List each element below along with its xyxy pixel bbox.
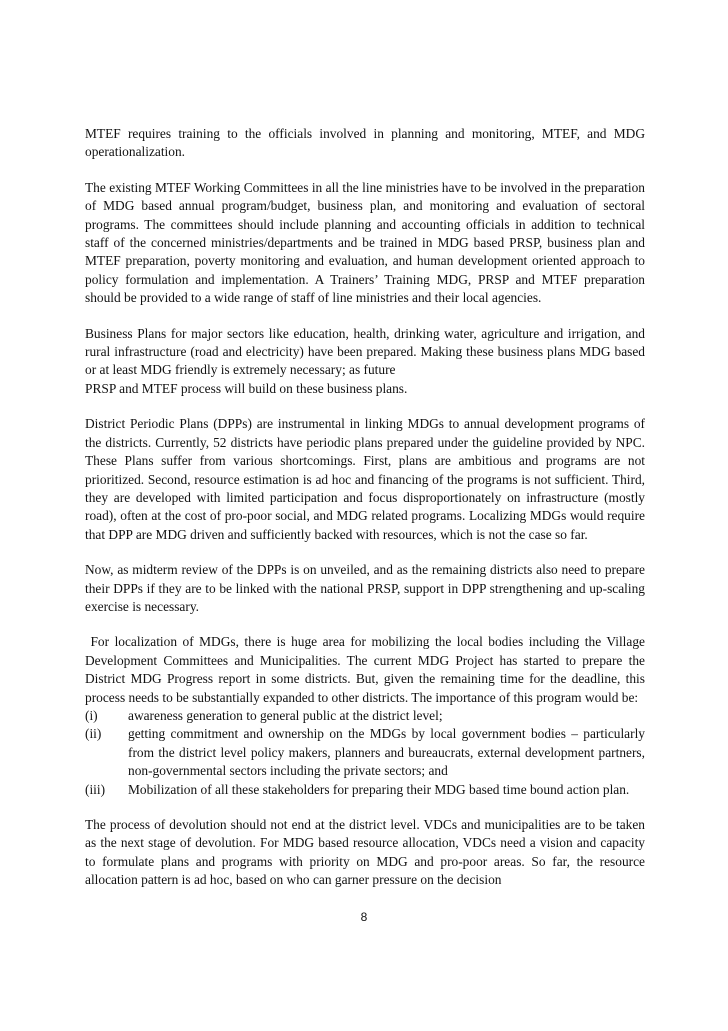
paragraph-devolution: The process of devolution should not end at the district level. VDCs and municipalities are to be taken as the next stage of devolution. For MDG based resource allocation, VDCs need a vision and capacity to formulate plans and programs with priority on MDG and pro-poor areas. So far, the resource allocation pattern is ad hoc, based on who can garner pressure on the decision	[85, 817, 645, 888]
business-plans-line-2: PRSP and MTEF process will build on these business plans.	[85, 380, 408, 396]
list-item	[85, 725, 645, 780]
paragraph-mtef-training: MTEF requires training to the officials involved in planning and monitoring, MTEF, and MDG operationalization.	[85, 126, 645, 160]
business-plans-line-1: Business Plans for major sectors like education, health, drinking water, agriculture and irrigation, and rural infrastructure (road and electricity) have been prepared. Making these business plans MDG based or at least MDG friendly is extremely necessary; as future	[85, 325, 645, 378]
list-item-number: (iii)	[85, 781, 106, 797]
list-item	[85, 781, 645, 799]
list-item-number: (ii)	[85, 726, 102, 742]
paragraph-district-periodic-plans: District Periodic Plans (DPPs) are instrumental in linking MDGs to annual development programs of the districts. Currently, 52 districts have periodic plans prepared under the guideline provided by NPC. These Plans suffer from various shortcomings. First, plans are ambitious and programs are not prioritized. Second, resource estimation is ad hoc and financing of the programs is not sufficient. Third, they are developed with limited participation and focus disproportionately on infrastructure (mostly road), often at the cost of pro-poor social, and MDG related programs. Localizing MDGs would require that DPP are MDG driven and sufficiently backed with resources, which is not the case so far.	[85, 416, 645, 542]
list-item-text: getting commitment and ownership on the MDGs by local government bodies – particularly from the district level policy makers, planners and bureaucrats, external development partners, non-governmental sectors including the private sectors; and	[128, 726, 645, 779]
list-item-text: awareness generation to general public at the district level;	[128, 707, 443, 723]
list-item-number: (i)	[85, 707, 98, 723]
document-page	[85, 125, 649, 907]
paragraph-business-plans	[85, 325, 645, 399]
list-item-text: Mobilization of all these stakeholders for preparing their MDG based time bound action plan.	[128, 781, 630, 797]
importance-list	[85, 707, 645, 799]
paragraph-localization: For localization of MDGs, there is huge area for mobilizing the local bodies including the Village Development Committees and Municipalities. The current MDG Project has started to prepare the District MDG Progress report in some districts. But, given the remaining time for the deadline, this process needs to be substantially expanded to other districts. The importance of this program would be:	[85, 634, 649, 705]
paragraph-midterm-review: Now, as midterm review of the DPPs is on unveiled, and as the remaining districts also need to prepare their DPPs if they are to be linked with the national PRSP, support in DPP strengthening and up-scaling exercise is necessary.	[85, 562, 645, 614]
page-number: 8	[360, 910, 368, 924]
paragraph-working-committees: The existing MTEF Working Committees in all the line ministries have to be involved in the preparation of MDG based annual program/budget, business plan, and monitoring and evaluation of sectoral programs. The committees should include planning and accounting officials in addition to technical staff of the concerned ministries/departments and be trained in MDG based PRSP, business plan and MTEF preparation, poverty monitoring and evaluation, and human development oriented approach to policy formulation and implementation. A Trainers’ Training MDG, PRSP and MTEF preparation should be provided to a wide range of staff of line ministries and their local agencies.	[85, 179, 645, 306]
list-item	[85, 707, 645, 725]
